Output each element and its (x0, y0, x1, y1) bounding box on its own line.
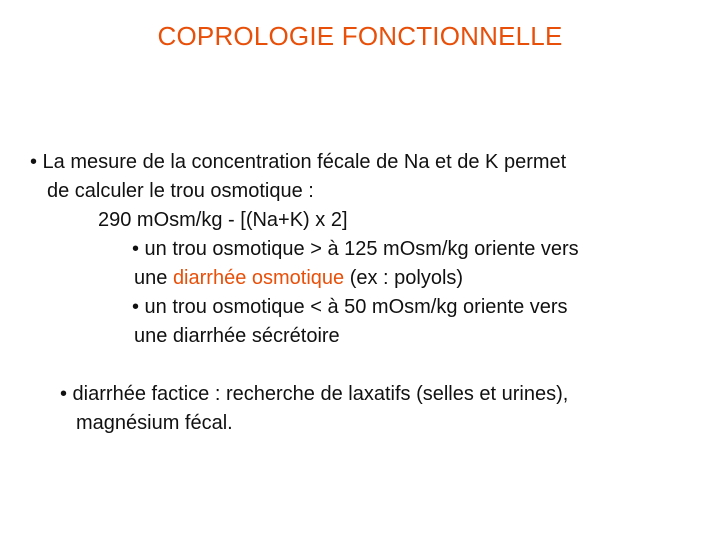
bullet-mesure-line-2: de calculer le trou osmotique : (47, 180, 314, 202)
sub-bullet-osmotique-line-2 (134, 264, 463, 293)
sub-bullet-secretoire-line-1: • un trou osmotique < à 50 mOsm/kg oriente vers (132, 296, 568, 318)
sub-bullet-osmotique-line-1: • un trou osmotique > à 125 mOsm/kg oriente vers (132, 238, 579, 260)
bullet-factice-line-1: • diarrhée factice : recherche de laxatifs (selles et urines), (60, 383, 569, 405)
sub-bullet-secretoire-line-2: une diarrhée sécrétoire (134, 325, 340, 347)
bullet-factice-line-2: magnésium fécal. (76, 412, 233, 434)
bullet-mesure-line-1: • La mesure de la concentration fécale de Na et de K permet (30, 151, 567, 173)
slide-title: COPROLOGIE FONCTIONNELLE (157, 21, 563, 51)
text-ex-polyols: (ex : polyols) (344, 267, 464, 289)
highlight-diarrhee-osmotique: diarrhée osmotique (172, 267, 345, 289)
text-une: une (134, 267, 173, 289)
formula-trou-osmotique: 290 mOsm/kg - [(Na+K) x 2] (98, 209, 348, 231)
